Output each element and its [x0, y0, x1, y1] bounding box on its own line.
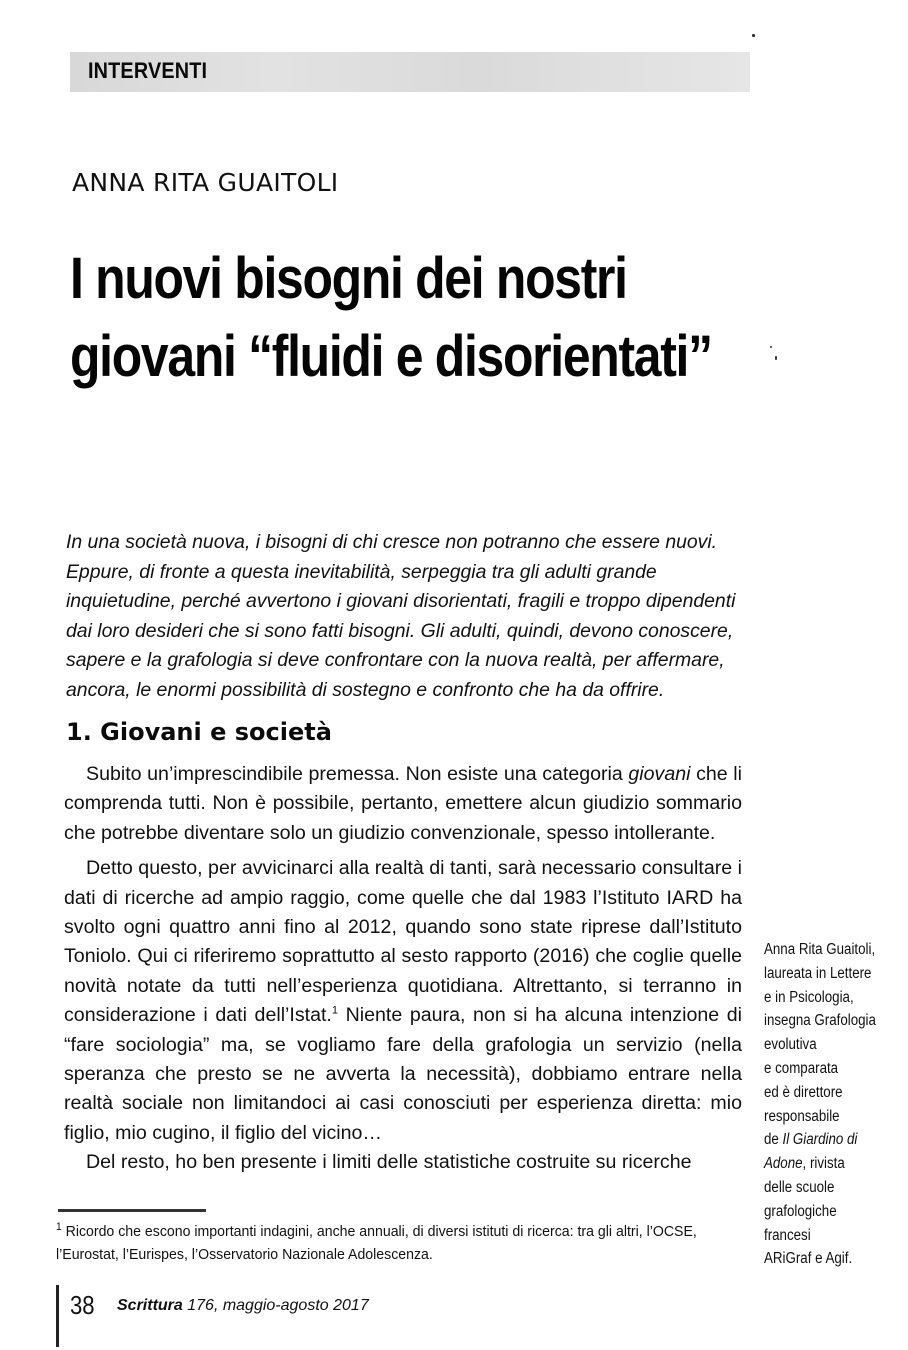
author-bio — [764, 938, 884, 1271]
magazine-title: Adone — [764, 1155, 803, 1173]
footnote-divider — [58, 1209, 206, 1212]
bio-line: ARiGraf e Agif. — [764, 1250, 853, 1268]
abstract-text: In una società nuova, i bisogni di chi cresce non potranno che essere nuovi. Eppure, di fronte a questa inevitabilità, serpeggia tra gli adulti grande inquietudine, perché avvertono i giovani disorientati, fragili e troppo dipendenti dai loro desideri che si sono fatti bisogni. Gli adulti, quindi, devono conoscere, sapere e la grafologia si deve confrontare con la nuova realtà, per affermare, ancora, le enormi possibilità di sostegno e confronto che ha da offrire. — [66, 531, 736, 701]
title-line: giovani “fluidi e disorientati” — [70, 324, 712, 389]
journal-issue: 176, maggio-agosto 2017 — [182, 1297, 369, 1314]
article-title — [70, 240, 724, 396]
magazine-title: Il Giardino di — [782, 1131, 858, 1149]
text-run: Subito un’imprescindibile premessa. Non esiste una categoria — [86, 763, 629, 785]
body-paragraph — [64, 1148, 742, 1177]
page-margin-rule — [56, 1285, 59, 1347]
bio-line: responsabile — [764, 1107, 840, 1125]
footnote-line: l’Eurostat, l’Eurispes, l’Osservatorio Nazionale Adolescenza. — [56, 1246, 433, 1263]
bio-line: laureata in Lettere — [764, 964, 872, 982]
italic-term: giovani — [628, 763, 691, 785]
bio-line: insegna Grafologia — [764, 1012, 876, 1030]
bio-line: delle scuole — [764, 1178, 835, 1196]
body-paragraph — [64, 854, 742, 1148]
bio-line — [764, 1152, 884, 1176]
page-number: 38 — [70, 1290, 95, 1320]
section-heading: 1. Giovani e società — [66, 718, 332, 746]
article-abstract — [66, 528, 756, 705]
footnote-ref[interactable]: 1 — [331, 1004, 339, 1017]
journal-name: Scrittura — [117, 1297, 183, 1314]
body-paragraph — [64, 760, 742, 848]
bio-line — [764, 1128, 884, 1152]
bio-line: e comparata — [764, 1059, 839, 1077]
text-run: Del resto, ho ben presente i limiti delle statistiche costruite su ricerche — [86, 1151, 692, 1174]
scan-speck — [775, 356, 777, 360]
text-run: , rivista — [802, 1155, 845, 1173]
article-author: ANNA RITA GUAITOLI — [72, 168, 339, 197]
bio-line: e in Psicologia, — [764, 988, 854, 1006]
text-run: Niente paura, non si ha alcuna intenzione di “fare sociologia” ma, se vogliamo fare della grafologia un servizio (nella speranza che presto se ne avverta la necessità), dobbiamo entrare nella realtà sociale non limitandoci ai casi conosciuti per esperienza diretta: mio figlio, mio cugino, il figlio del vicino… — [64, 1004, 742, 1144]
footnote — [56, 1220, 698, 1266]
bio-line: ed è direttore — [764, 1083, 843, 1101]
text-run: Detto questo, per avvicinarci alla realtà di tanti, sarà necessario consultare i dati di ricerche ad ampio raggio, come quelle che dal 1983 l’Istituto IARD ha svolto ogni quattro anni fino al 2012, quando sono state riprese dall’Istituto Toniolo. Qui ci riferiremo soprattutto al sesto rapporto (2016) che coglie quelle novità notate da tutti nell’esperienza quotidiana. Altrettanto, si terranno in considerazione i dati dell’Istat. — [64, 857, 742, 1027]
article-body — [64, 760, 742, 1178]
footnote-number: 1 — [56, 1220, 62, 1233]
bio-line: evolutiva — [764, 1036, 817, 1054]
bio-line: francesi — [764, 1226, 811, 1244]
scan-speck — [770, 346, 772, 348]
title-line: I nuovi bisogni dei nostri — [70, 246, 627, 311]
journal-citation — [117, 1297, 369, 1315]
text-run: Ricordo che escono importanti indagini, anche annuali, di diversi istituti di ricerca: tra gli altri, l’OCSE, — [61, 1223, 697, 1240]
text-run: de — [764, 1131, 783, 1149]
text-run: che li comprenda tutti. Non è possibile, pertanto, emettere alcun giudizio sommario che potrebbe diventare solo un giudizio convenzionale, spesso intollerante. — [64, 763, 743, 844]
bio-line: grafologiche — [764, 1202, 837, 1220]
scan-speck — [752, 34, 755, 37]
bio-line: Anna Rita Guaitoli, — [764, 941, 876, 958]
footnote-line — [56, 1220, 698, 1243]
section-label: INTERVENTI — [88, 58, 208, 83]
